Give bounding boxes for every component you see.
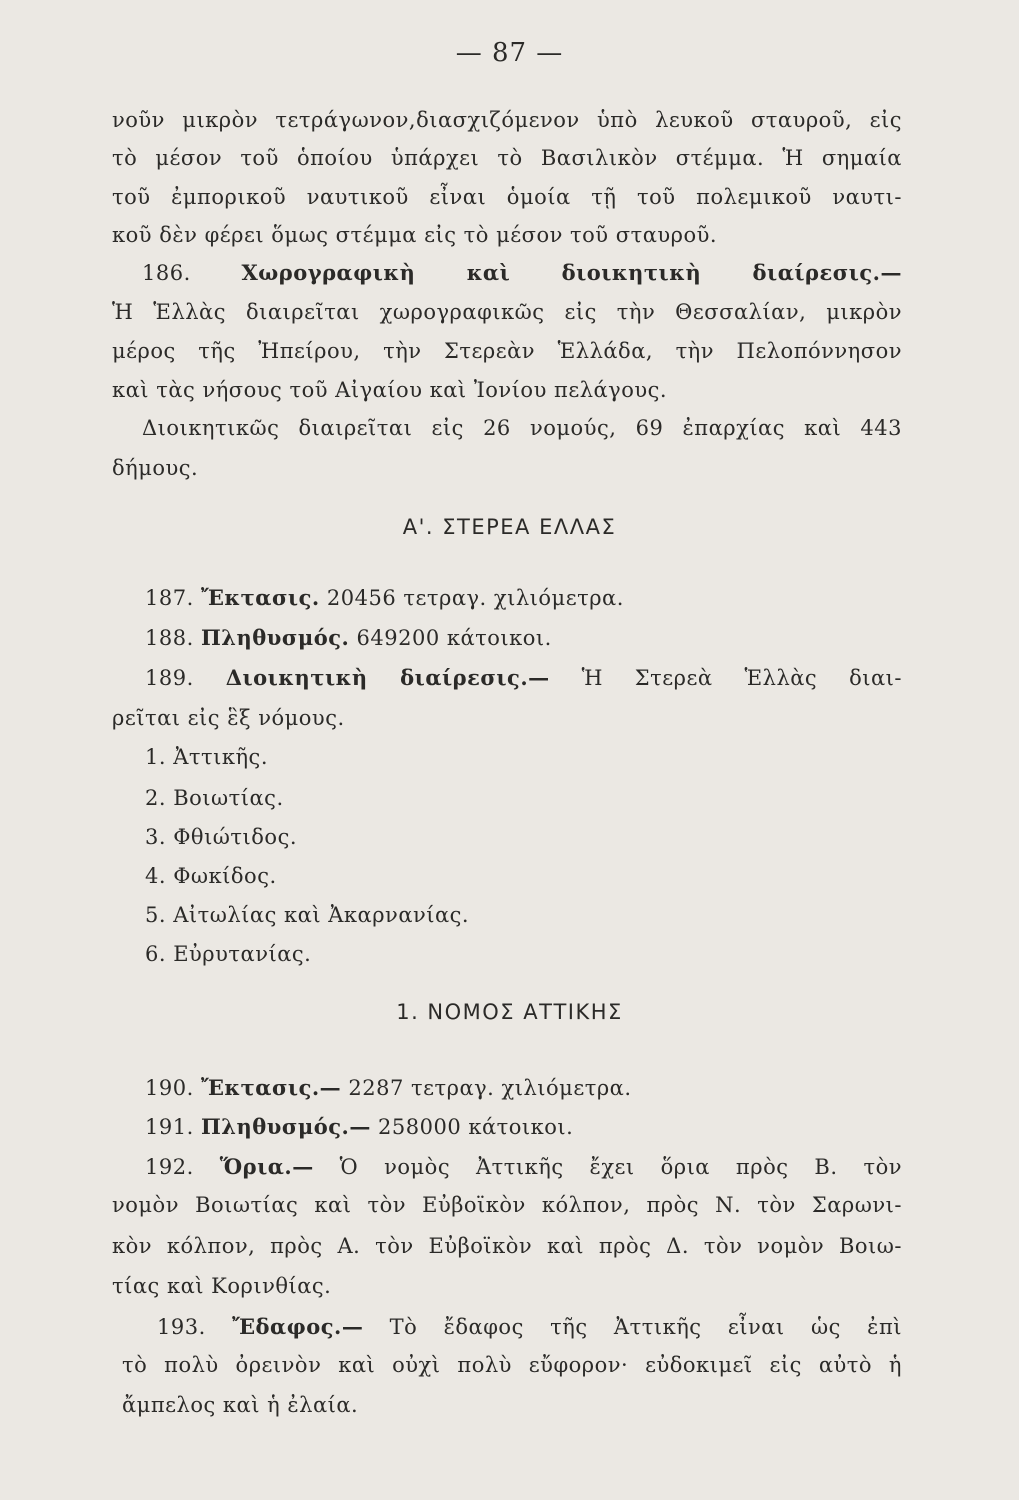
section-heading-nomos-attikis: 1. ΝΟΜΟΣ ΑΤΤΙΚΗΣ: [396, 1000, 623, 1024]
section-number: 189.: [145, 666, 194, 690]
section-number: 188.: [145, 626, 194, 650]
paragraph-line: νομὸν Βοιωτίας καὶ τὸν Εὐβοϊκὸν κόλπον, πρὸς Ν. τὸν Σαρωνι-: [112, 1193, 902, 1217]
paragraph-line: Ἡ Ἑλλὰς διαιρεῖται χωρογραφικῶς εἰς τὴν Θεσσαλίαν, μικρὸν: [112, 300, 902, 324]
section-number: 191.: [145, 1115, 194, 1139]
section-text: 258000 κάτοικοι.: [378, 1115, 574, 1139]
paragraph-line: ἄμπελος καὶ ἡ ἐλαία.: [122, 1393, 359, 1417]
paragraph-line: ρεῖται εἰς ἓξ νόμους.: [112, 706, 345, 730]
section-188: [145, 625, 552, 650]
paragraph-line: τὸ πολὺ ὀρεινὸν καὶ οὐχὶ πολὺ εὔφορον· εὐδοκιμεῖ εἰς αὐτὸ ἡ: [122, 1353, 902, 1377]
section-number: 187.: [145, 586, 194, 610]
section-191: [145, 1114, 573, 1139]
paragraph-line: δήμους.: [112, 456, 199, 480]
paragraph-line: νοῦν μικρὸν τετράγωνον,διασχιζόμενον ὑπὸ λευκοῦ σταυροῦ, εἰς: [112, 108, 902, 132]
paragraph-line: κὸν κόλπον, πρὸς Α. τὸν Εὐβοϊκὸν καὶ πρὸς Δ. τὸν νομὸν Βοιω-: [112, 1234, 902, 1258]
section-text: Ὁ νομὸς Ἀττικῆς ἔχει ὅρια πρὸς Β. τὸν: [339, 1155, 902, 1179]
section-title: Διοικητικὴ διαίρεσις.—: [225, 665, 550, 690]
paragraph-line: τοῦ ἐμπορικοῦ ναυτικοῦ εἶναι ὁμοία τῇ τοῦ πολεμικοῦ ναυτι-: [112, 185, 902, 209]
section-title: Ὅρια.—: [219, 1154, 314, 1179]
list-item: 5. Αἰτωλίας καὶ Ἀκαρνανίας.: [145, 903, 470, 927]
list-item: 6. Εὐρυτανίας.: [145, 942, 312, 966]
section-number: 192.: [145, 1155, 194, 1179]
section-number: 190.: [145, 1076, 194, 1100]
list-item: 4. Φωκίδος.: [145, 864, 277, 888]
section-text: 2287 τετραγ. χιλιόμετρα.: [348, 1076, 632, 1100]
section-text: Ἡ Στερεὰ Ἑλλὰς διαι-: [581, 666, 902, 690]
paragraph-line: καὶ τὰς νήσους τοῦ Αἰγαίου καὶ Ἰονίου πελάγους.: [112, 378, 668, 402]
section-heading-sterea-ellas: Α'. ΣΤΕΡΕΑ ΕΛΛΑΣ: [402, 515, 617, 539]
paragraph-line: κοῦ δὲν φέρει ὅμως στέμμα εἰς τὸ μέσον τοῦ σταυροῦ.: [112, 223, 718, 247]
section-187: [145, 585, 624, 610]
section-text: 649200 κάτοικοι.: [356, 626, 552, 650]
section-number: 193.: [157, 1315, 206, 1339]
section-title: Χωρογραφικὴ καὶ διοικητικὴ διαίρεσις.—: [241, 260, 902, 285]
section-190: [145, 1075, 632, 1100]
section-title: Ἔκτασις.: [200, 585, 320, 610]
list-item: 3. Φθιώτιδος.: [145, 825, 298, 849]
section-title: Πληθυσμός.: [200, 625, 350, 650]
section-number: 186.: [142, 261, 191, 285]
paragraph-line: τίας καὶ Κορινθίας.: [112, 1274, 332, 1298]
section-title: Πληθυσμός.—: [200, 1114, 371, 1139]
section-text: Τὸ ἔδαφος τῆς Ἀττικῆς εἶναι ὡς ἐπὶ: [389, 1315, 902, 1339]
section-193: [157, 1314, 902, 1339]
section-192: [145, 1154, 902, 1179]
section-title: Ἔδαφος.—: [232, 1314, 364, 1339]
list-item: 2. Βοιωτίας.: [145, 786, 284, 810]
list-item: 1. Ἀττικῆς.: [145, 745, 268, 769]
section-text: 20456 τετραγ. χιλιόμετρα.: [326, 586, 624, 610]
paragraph-line: μέρος τῆς Ἠπείρου, τὴν Στερεὰν Ἑλλάδα, τὴν Πελοπόννησον: [112, 339, 902, 363]
paragraph-line: τὸ μέσον τοῦ ὁποίου ὑπάρχει τὸ Βασιλικὸν στέμμα. Ἡ σημαία: [112, 146, 902, 170]
section-title: Ἔκτασις.—: [200, 1075, 342, 1100]
paragraph-line: Διοικητικῶς διαιρεῖται εἰς 26 νομούς, 69 ἐπαρχίας καὶ 443: [142, 416, 902, 440]
section-189: [145, 665, 902, 690]
section-186-heading: [112, 260, 902, 285]
page-number: — 87 —: [455, 38, 564, 68]
